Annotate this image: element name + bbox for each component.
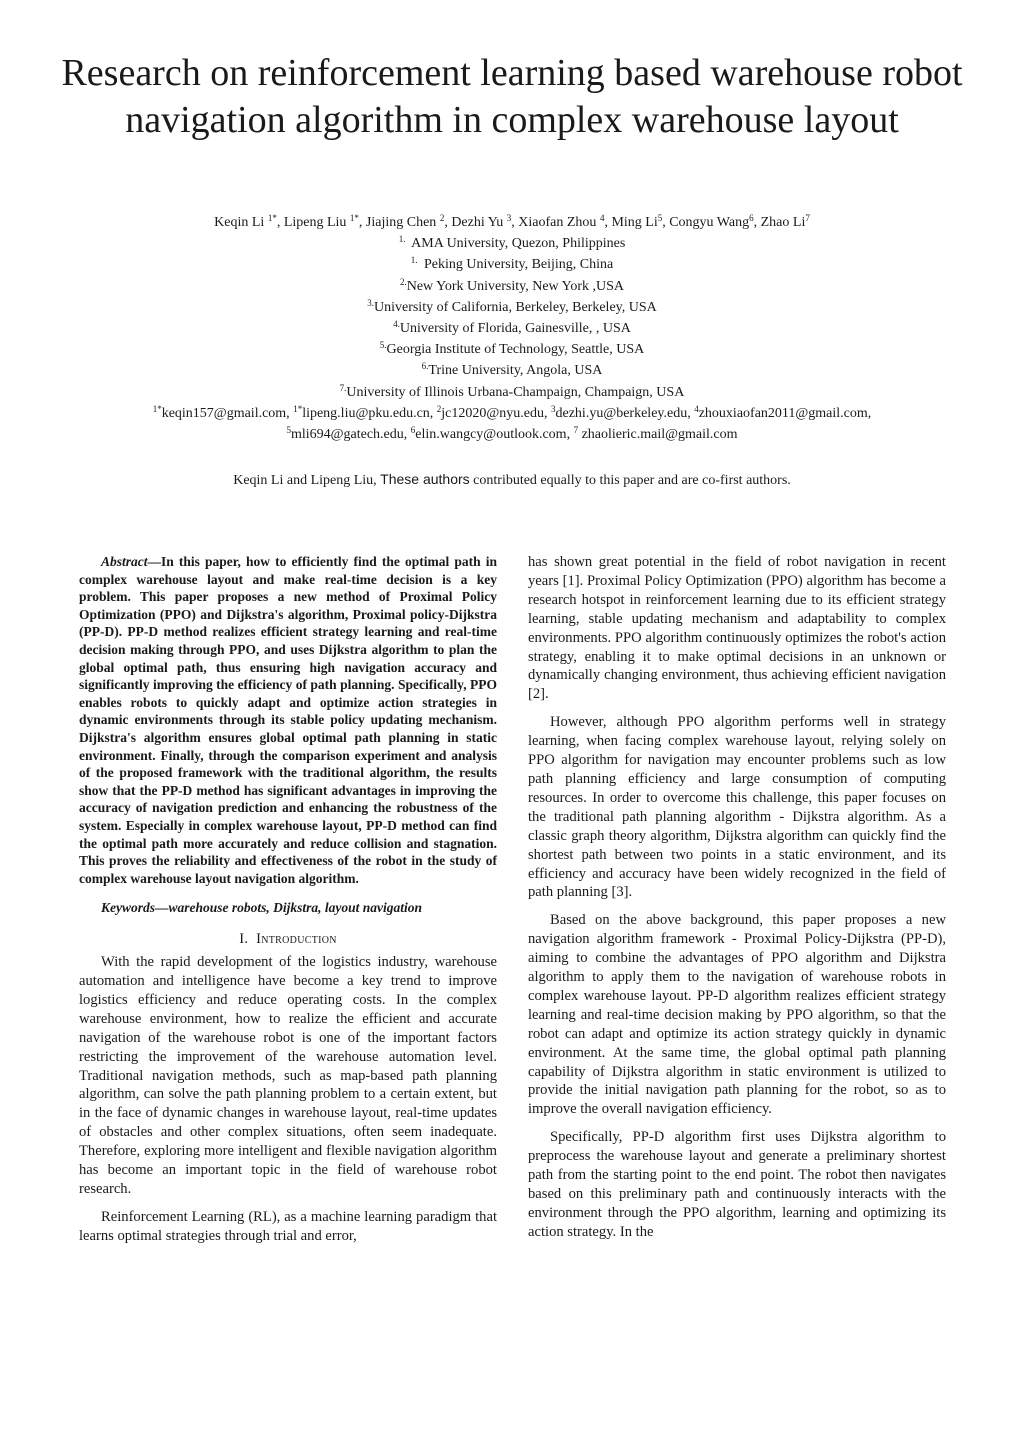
author-marker: 2 [439,213,445,223]
affiliation [40,254,984,275]
paper-title: Research on reinforcement learning based warehouse robot navigation algorithm in complex warehouse layout [61,52,963,141]
author-name: Keqin Li [214,215,265,230]
author-marker: 1* [349,213,359,223]
affiliation-text: University of California, Berkeley, Berkeley, USA [373,299,657,315]
note-text: These authors [380,471,470,487]
affiliation-marker: 7. [339,382,347,393]
email-marker: 4 [694,403,699,414]
affiliation-marker: 2. [399,276,407,287]
email-marker: 6 [410,425,416,436]
author-marker: 1* [267,213,277,223]
author-name: Lipeng Liu [283,215,347,230]
email-list [40,403,984,424]
author-name: Zhao Li [760,215,806,230]
email-address: elin.wangcy@outlook.com, [415,427,574,443]
right-column [528,553,946,1242]
body-paragraph: Based on the above background, this paper proposes a new navigation algorithm framework - Proximal Policy-Dijkstra (PP-D), aiming to combine the advantages of PPO algorithm and Dijkstra algorithm to apply them to the navigation of warehouse robots in complex warehouse layout. PP-D algorithm realizes efficient strategy learning and real-time decision making by PPO algorithm, so that the robot can adapt and optimize its action strategy quickly in dynamic environment. At the same time, the global optimal path planning capability of Dijkstra algorithm in static environment is utilized to provide the initial navigation path planning for the robot, so as to improve the overall navigation efficiency. [528,912,946,1118]
affiliation-marker: 1. [410,255,418,266]
affiliation-text: University of Florida, Gainesville, , USA [399,321,631,337]
affiliation-marker: 5. [379,340,387,351]
affiliation [40,382,984,403]
body-paragraph: With the rapid development of the logistics industry, warehouse automation and intelligence have become a key trend to improve logistics efficiency and reduce operating costs. In the complex warehouse environment, how to realize the efficient and accurate navigation of the warehouse robot is one of the important factors restricting the improvement of the warehouse automation level. Traditional navigation methods, such as map-based path planning algorithm, can solve the path planning problem to a certain extent, but in the face of dynamic changes in warehouse layout, real-time updates of obstacles and other complex situations, often seem inadequate. Therefore, exploring more intelligent and flexible navigation algorithm has become an important topic in the field of warehouse robot research. [79,954,497,1197]
author-list: Keqin Li $^{1*}$, Lipeng Liu $^{1*}$, Jiajing Chen $^2$, Dezhi Yu $^3$, Xiaofan Zhou $^4$, Ming Li$^5$, Congyu Wang$^6$, Zhao Li$^7$ [214,213,810,230]
email-marker: 3 [551,403,556,414]
author-marker: 5 [657,213,663,223]
left-column [79,553,497,1246]
abstract-text: In this paper, how to efficiently find the optimal path in complex warehouse layout and make real-time decision is a key problem. This paper proposes a new method of Proximal Policy Optimization (PPO) and Dijkstra's algorithm, Proximal policy-Dijkstra (PP-D). PP-D method realizes efficient strategy learning and real-time decision making through PPO, and uses Dijkstra algorithm to plan the global optimal path, thus ensuring high navigation accuracy and significantly improving the efficiency of path planning. Specifically, PPO enables robots to quickly adapt and optimize action strategies in dynamic environments through its stable policy updating mechanism. Dijkstra's algorithm ensures global optimal path planning in static environment. Finally, through the comparison experiment and analysis of the proposed framework with the traditional algorithm, the results show that the PP-D method has significant advantages in improving the accuracy of navigation prediction and enhancing the robustness of the system. Especially in complex warehouse layout, PP-D method can find the optimal path more accurately and reduce collision and stagnation. This proves the reliability and effectiveness of the robot in the study of complex warehouse layout navigation algorithm. [79,554,497,886]
affiliation-text: University of Illinois Urbana-Champaign, Champaign, USA [346,384,685,400]
affiliation-text: AMA University, Quezon, Philippines [411,236,626,252]
author-marker: 3 [506,213,512,223]
affiliation-marker: 4. [393,319,400,330]
abstract-label: Abstract [101,554,148,569]
author-name: Ming Li [611,215,658,230]
affiliation-marker: 1. [398,234,406,245]
note-text: contributed equally to this paper and are co-first authors. [469,473,791,488]
abstract [79,553,497,887]
email-marker: 2 [436,403,442,414]
body-paragraph: has shown great potential in the field of robot navigation in recent years [1]. Proximal Policy Optimization (PPO) algorithm has become a research hotspot in reinforcement learning due to its efficient strategy learning, stable updating mechanism and adaptability to complex environments. PPO algorithm continuously optimizes the robot's action strategy, enabling it to make optimal decisions in an unknown or dynamically changing environment, thus achieving efficient navigation [2]. [528,554,946,703]
email-list [40,424,984,445]
affiliation [40,276,984,297]
email-address: zhouxiaofan2011@gmail.com, [698,405,872,421]
affiliation [40,233,984,254]
email-address: dezhi.yu@berkeley.edu, [555,405,695,421]
note-text: Keqin Li and Lipeng Liu, [233,473,381,488]
email-address: jc12020@nyu.edu, [441,405,551,421]
abstract-dash: — [147,554,162,569]
email-marker: 5 [286,425,291,436]
body-paragraph: However, although PPO algorithm performs well in strategy learning, when facing complex warehouse layout, relying solely on PPO algorithm for navigation may encounter problems such as low path planning efficiency and large consumption of computing resources. In order to overcome this challenge, this paper focuses on the traditional path planning algorithm - Dijkstra algorithm. As a classic graph theory algorithm, Dijkstra algorithm can quickly find the shortest path between two points in a static environment, and its efficiency and accuracy have been widely recognized in the field of path planning [3]. [528,714,946,901]
affiliation-text: New York University, New York ,USA [406,278,625,294]
affiliation [40,339,984,360]
affiliation-marker: 3. [367,297,374,308]
email-marker: 7 [573,425,579,436]
affiliation-text: Peking University, Beijing, China [424,257,614,273]
section-title: Introduction [256,931,337,948]
affiliation [40,297,984,318]
email-marker: 1* [152,403,162,414]
affiliation-text: Georgia Institute of Technology, Seattle, USA [386,342,645,358]
keywords: Keywords—warehouse robots, Dijkstra, layout navigation [101,900,423,916]
affiliation-text: Trine University, Angola, USA [428,363,603,379]
affiliation [40,360,984,381]
body-paragraph: Reinforcement Learning (RL), as a machine learning paradigm that learns optimal strategies through trial and error, [79,1208,497,1244]
author-block [40,212,984,445]
equal-contribution-note [40,469,984,491]
affiliation [40,318,984,339]
body-paragraph: Specifically, PP-D algorithm first uses Dijkstra algorithm to preprocess the warehouse layout and generate a preliminary shortest path from the starting point to the end point. The robot then navigates based on this preliminary path and continuously interacts with the environment through the PPO algorithm, learning and optimizing its action strategy. In the [528,1129,946,1240]
email-address: keqin157@gmail.com, [161,405,294,421]
author-name: Congyu Wang [669,215,750,230]
author-name: Dezhi Yu [451,215,504,230]
author-marker: 7 [805,213,810,223]
author-name: Jiajing Chen [365,215,437,230]
author-name: Xiaofan Zhou [518,215,597,230]
section-heading [79,930,497,949]
email-address: zhaolieric.mail@gmail.com [578,427,738,443]
author-marker: 4 [599,213,605,223]
email-address: mli694@gatech.edu, [290,427,411,443]
author-marker: 6 [749,213,754,223]
section-number: I. [239,931,249,948]
email-marker: 1* [293,403,303,414]
email-address: lipeng.liu@pku.edu.cn, [302,405,437,421]
affiliation-marker: 6. [421,361,429,372]
